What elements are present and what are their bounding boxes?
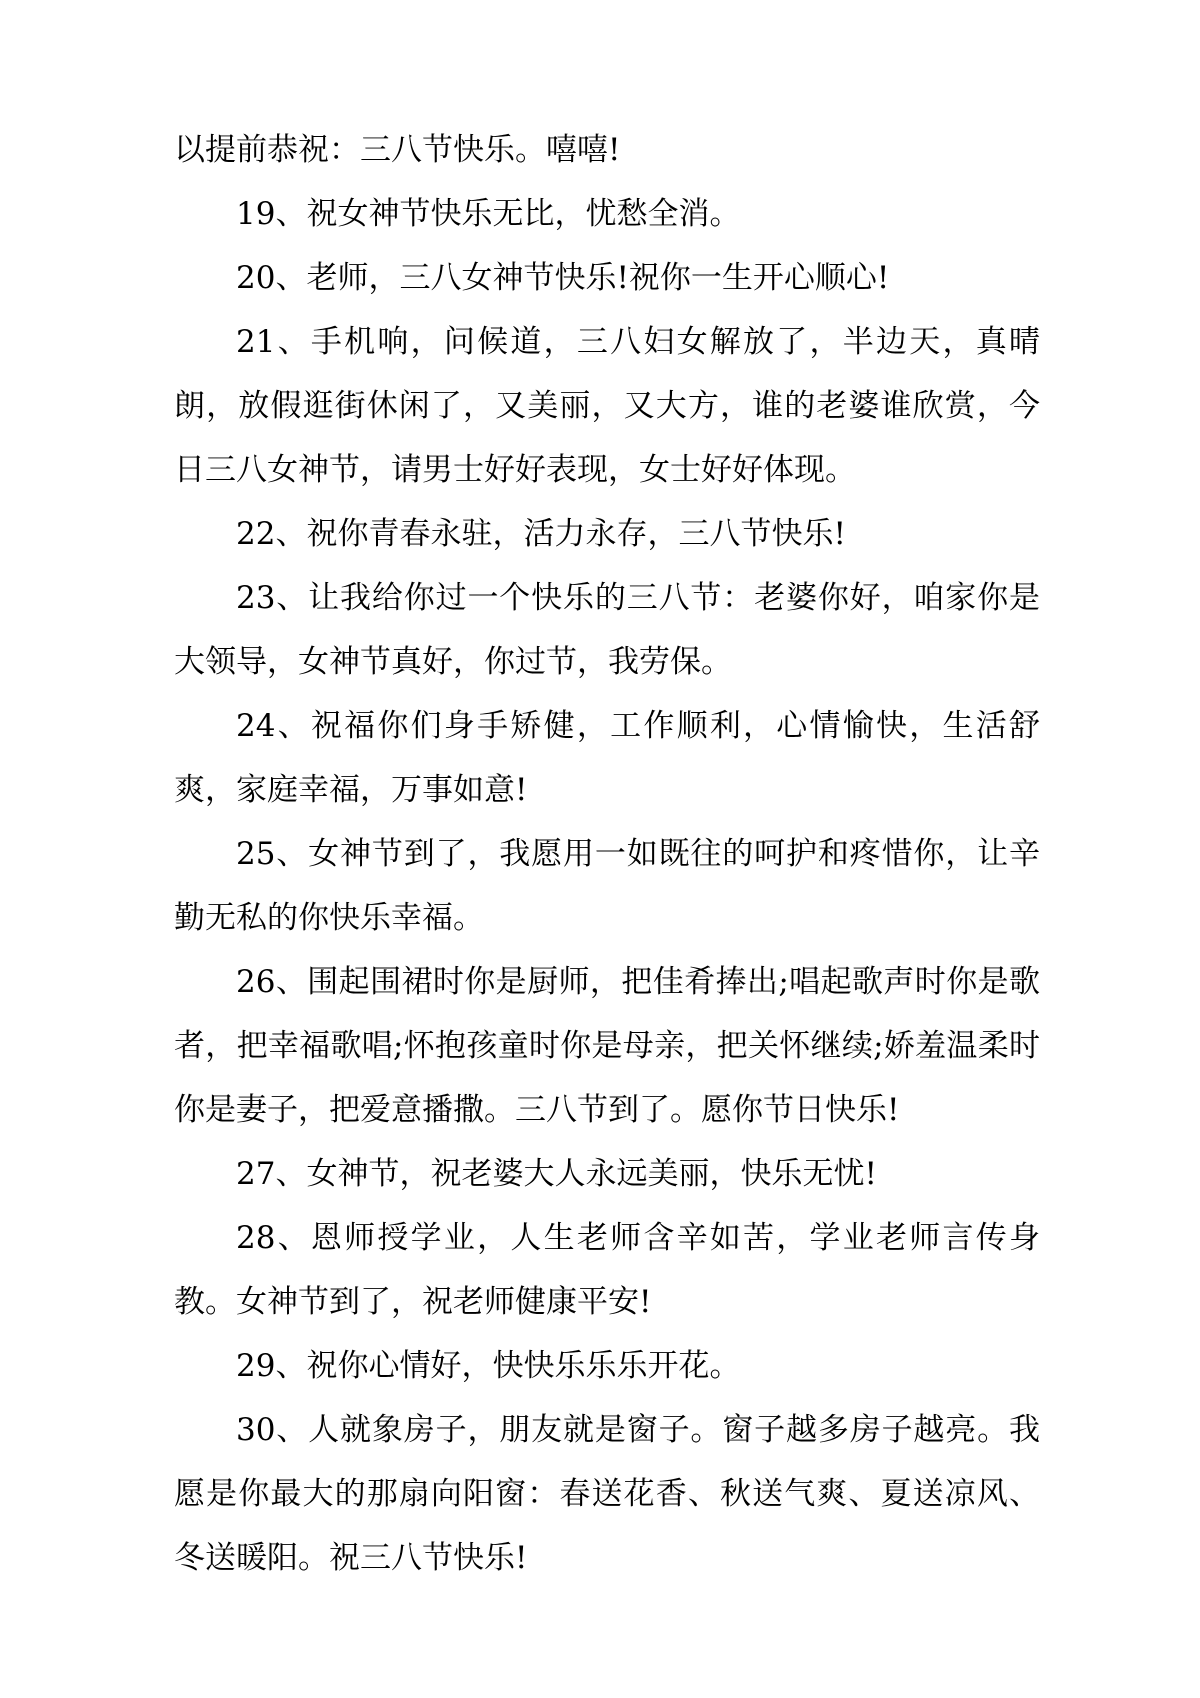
paragraph-28: 28、恩师授学业，人生老师含辛如苦，学业老师言传身教。女神节到了，祝老师健康平安!: [174, 1220, 1040, 1320]
paragraph-20: 20、老师，三八女神节快乐!祝你一生开心顺心!: [236, 260, 890, 296]
paragraph-27: 27、女神节，祝老婆大人永远美丽，快乐无忧!: [236, 1156, 877, 1192]
paragraph-22: 22、祝你青春永驻，活力永存，三八节快乐!: [236, 516, 846, 552]
paragraph-30: 30、人就象房子，朋友就是窗子。窗子越多房子越亮。我愿是你最大的那扇向阳窗：春送花香、秋送气爽、夏送凉风、冬送暖阳。祝三八节快乐!: [174, 1412, 1040, 1576]
document-page: [174, 118, 1040, 1590]
paragraph-29: 29、祝你心情好，快快乐乐乐开花。: [236, 1348, 741, 1384]
paragraph-25: 25、女神节到了，我愿用一如既往的呵护和疼惜你，让辛勤无私的你快乐幸福。: [174, 836, 1040, 936]
paragraph-19: 19、祝女神节快乐无比，忧愁全消。: [236, 196, 741, 232]
paragraph-continuation: 以提前恭祝：三八节快乐。嘻嘻!: [174, 132, 621, 168]
paragraph-23: 23、让我给你过一个快乐的三八节：老婆你好，咱家你是大领导，女神节真好，你过节，我劳保。: [174, 580, 1040, 680]
paragraph-26: 26、围起围裙时你是厨师，把佳肴捧出;唱起歌声时你是歌者，把幸福歌唱;怀抱孩童时你是母亲，把关怀继续;娇羞温柔时你是妻子，把爱意播撒。三八节到了。愿你节日快乐!: [174, 964, 1040, 1128]
paragraph-21: 21、手机响，问候道，三八妇女解放了，半边天，真晴朗，放假逛街休闲了，又美丽，又大方，谁的老婆谁欣赏，今日三八女神节，请男士好好表现，女士好好体现。: [174, 324, 1040, 488]
paragraph-24: 24、祝福你们身手矫健，工作顺利，心情愉快，生活舒爽，家庭幸福，万事如意!: [174, 708, 1040, 808]
